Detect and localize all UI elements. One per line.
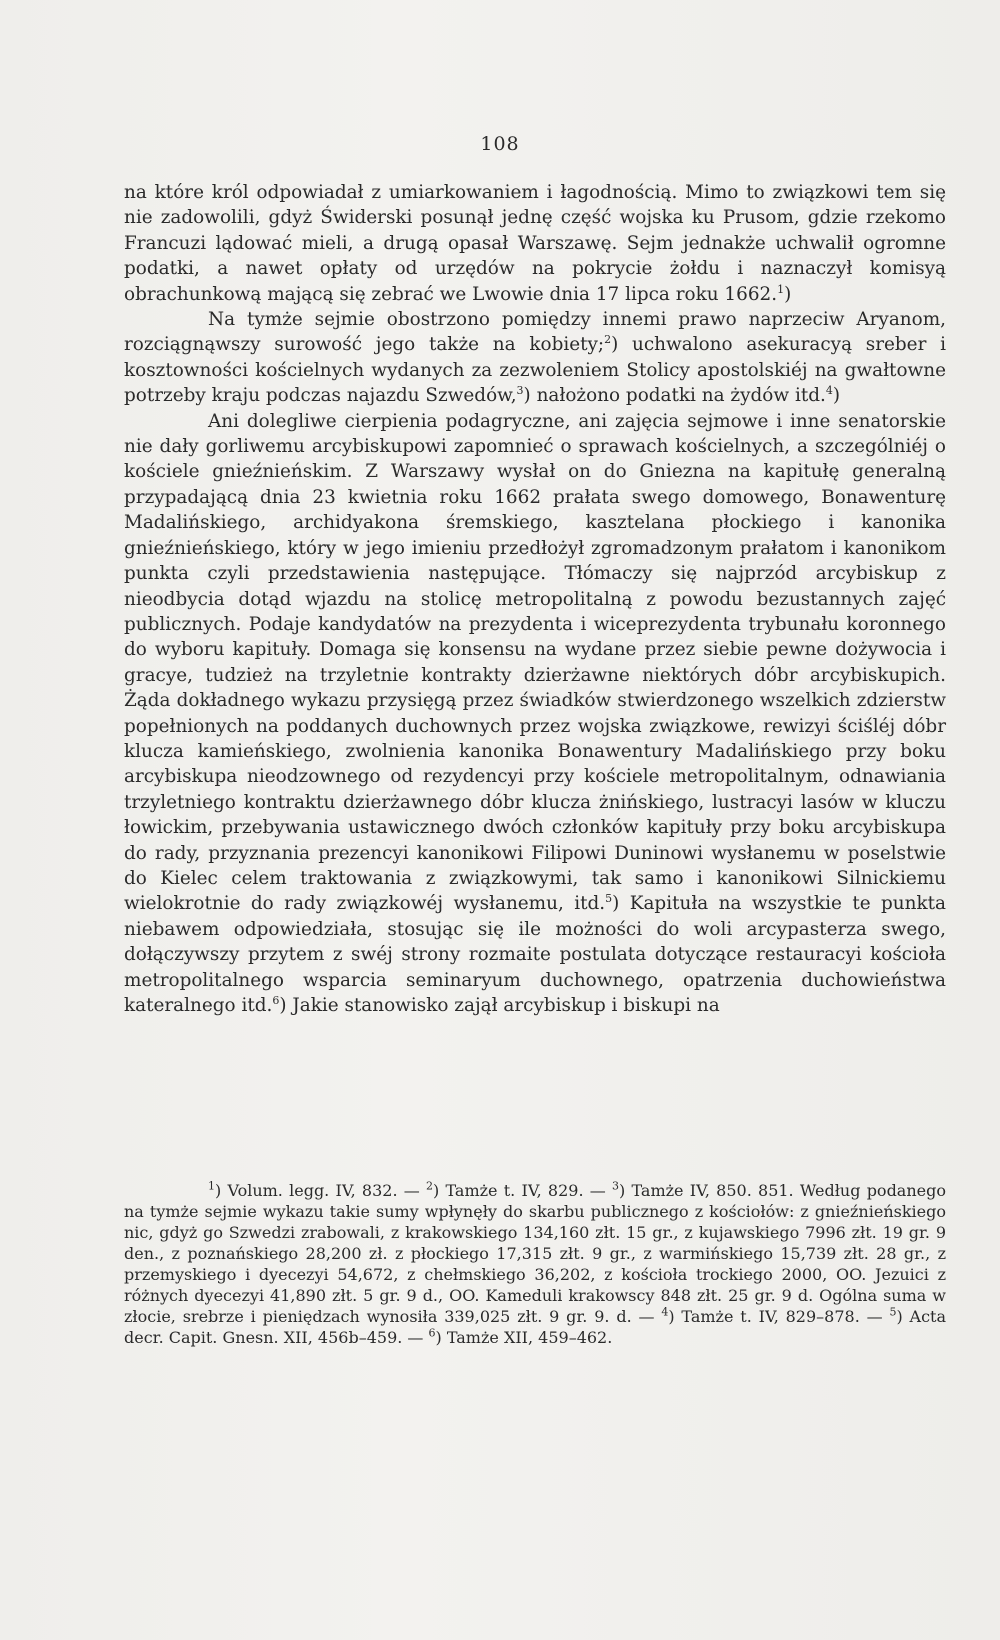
footnote-block bbox=[124, 1180, 946, 1348]
footnote-ref-1: 1 bbox=[777, 282, 785, 296]
footnote-3: ) Tamże IV, 850. 851. Według podanego na tymże sejmie wykazu takie sumy wpłynęły do skarbu publicznego z kościołów: z gnieźnieńskiego nic, gdyż go Szwedzi zrabowali, z krakowskiego 134,160 złt. 15 gr., z kujawskiego 7996 złt. 19 gr. 9 den., z poznańskiego 28,200 zł. z płockiego 17,315 złt. 9 gr., z warmińskiego 15,739 złt. 28 gr., z przemyskiego i dyecezyi 54,672, z chełmskiego 36,202, z kościoła trockiego 2000, OO. Jezuici z różnych dyecezyi 41,890 złt. 5 gr. 9 d., OO. Kameduli krakowscy 848 złt. 25 gr. 9 d. Ogólna suma w złocie, srebrze i pieniędzach wynosiła 339,025 złt. 9 gr. 9. d. — bbox=[124, 1181, 946, 1326]
footnote-ref-3: 3 bbox=[516, 384, 524, 398]
paragraph-1 bbox=[124, 180, 946, 307]
footnote-ref-4: 4 bbox=[825, 384, 833, 398]
paragraph-1-text: na które król odpowiadał z umiarkowaniem i łagodnością. Mimo to związkowi tem się nie zadowolili, gdyż Świderski posunął jednę część wojska ku Prusom, gdzie rzekomo Francuzi lądować mieli, a drugą opasał Warszawę. Sejm jednakże uchwalił ogromne podatki, a nawet opłaty od urzędów na pokrycie żołdu i naznaczył komisyą obrachunkową mającą się zebrać we Lwowie dnia 17 lipca roku 1662. bbox=[124, 182, 946, 305]
footnote-number-6: 6 bbox=[428, 1326, 436, 1340]
footnote-4: ) Tamże t. IV, 829–878. — bbox=[668, 1307, 890, 1326]
paragraph-3-text-c: ) Jakie stanowisko zajął arcybiskup i biskupi na bbox=[279, 995, 720, 1016]
paragraph-2-text-b: ) uchwalono asekuracyą sreber i kosztowności kościelnych wydanych za zezwoleniem Stolicy apostolskiéj na gwałtowne potrzeby kraju podczas najazdu Szwedów, bbox=[124, 334, 947, 407]
footnote-ref-paren: ) bbox=[784, 283, 792, 305]
footnote-number-2: 2 bbox=[426, 1179, 433, 1193]
paragraph-2 bbox=[124, 307, 946, 409]
footnote-1: ) Volum. legg. IV, 832. — bbox=[215, 1181, 426, 1200]
footnote-number-4: 4 bbox=[661, 1305, 669, 1319]
footnote-ref-paren: ) bbox=[832, 385, 841, 407]
footnote-2: ) Tamże t. IV, 829. — bbox=[433, 1181, 612, 1200]
footnote-ref-2: 2 bbox=[604, 333, 612, 347]
paragraph-3 bbox=[124, 409, 946, 1019]
paragraph-2-text-a: Na tymże sejmie obostrzono pomiędzy innemi prawo naprzeciw Aryanom, rozciągnąwszy surowość jego także na kobiety; bbox=[124, 309, 946, 356]
footnotes bbox=[124, 1180, 946, 1348]
paragraph-3-text-b: ) Kapituła na wszystkie te punkta niebawem odpowiedziała, stosując się ile możności do woli arcypasterza swego, dołączywszy przytem z swéj strony rozmaite postulata dotyczące restauracyi kościoła metropolitalnego wsparcia seminaryum duchownego, opatrzenia duchowieństwa kateralnego itd. bbox=[124, 893, 946, 1016]
footnote-6: ) Tamże XII, 459–462. bbox=[435, 1328, 613, 1347]
footnote-ref-5: 5 bbox=[605, 892, 613, 906]
footnote-ref-6: 6 bbox=[272, 993, 280, 1007]
footnote-number-5: 5 bbox=[889, 1305, 897, 1319]
footnote-number-1: 1 bbox=[208, 1179, 215, 1193]
footnote-number-3: 3 bbox=[612, 1179, 619, 1193]
paragraph-2-text-c: ) nałożono podatki na żydów itd. bbox=[523, 385, 826, 407]
page-number: 108 bbox=[480, 133, 520, 155]
paragraph-3-text-a: Ani dolegliwe cierpienia podagryczne, ani zajęcia sejmowe i inne senatorskie nie dały gorliwemu arcybiskupowi zapomnieć o sprawach kościelnych, a szczególniéj o kościele gnieźnieńskim. Z Warszawy wysłał on do Gniezna na kapitułę generalną przypadającą dnia 23 kwietnia roku 1662 prałata swego domowego, Bonawenturę Madalińskiego, archidyakona śremskiego, kasztelana płockiego i kanonika gnieźnieńskiego, który w jego imieniu przedłożył zgromadzonym prałatom i kanonikom punkta czyli przedstawienia następujące. Tłómaczy się najprzód arcybiskup z nieodbycia dotąd wjazdu na stolicę metropolitalną z powodu bezustannych zajęć publicznych. Podaje kandydatów na prezydenta i wiceprezydenta trybunału koronnego do wyboru kapituły. Domaga się konsensu na wydane przez siebie pewne dożywocia i gracye, tudzież na trzyletnie kontrakty dzierżawne niektórych dóbr arcybiskupich. Żąda dokładnego wykazu przysięgą przez świadków stwierdzonego wszelkich zdzierstw popełnionych na poddanych duchownych przez wojska związkowe, rewizyi ściśléj dóbr klucza kamieńskiego, zwolnienia kanonika Bonawentury Madalińskiego przy boku arcybiskupa nieodzownego od rezydencyi przy kościele metropolitalnym, odnawiania trzyletniego kontraktu dzierżawnego dóbr klucza żnińskiego, lustracyi lasów w kluczu łowickim, przebywania ustawicznego dwóch członków kapituły przy boku arcybiskupa do rady, przyznania prezencyi kanonikowi Filipowi Duninowi wysłanemu w poselstwie do Kielec celem traktowania z związkowymi, tak samo i kanonikowi Silnickiemu wielokrotnie do rady związkowéj wysłanemu, itd. bbox=[124, 410, 946, 915]
footnote-5: ) Acta decr. Capit. Gnesn. XII, 456b–459. — bbox=[124, 1307, 947, 1347]
main-text bbox=[124, 180, 946, 1018]
